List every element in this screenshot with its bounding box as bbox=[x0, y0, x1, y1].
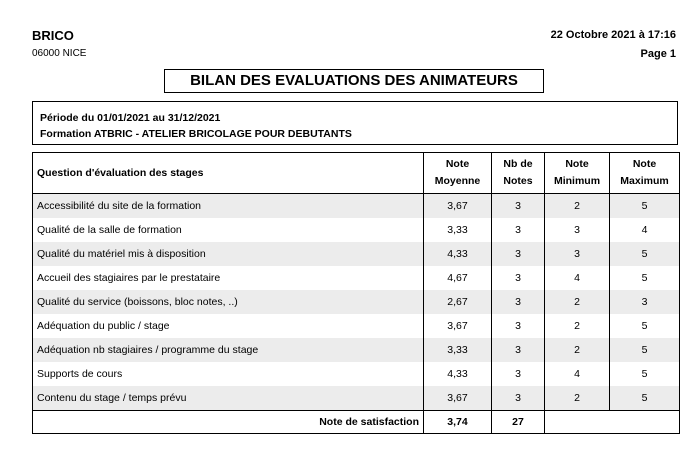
cell-moyenne: 3,33 bbox=[424, 338, 492, 362]
header-question: Question d'évaluation des stages bbox=[33, 153, 424, 194]
table-row bbox=[33, 242, 680, 266]
cell-moyenne: 4,33 bbox=[424, 242, 492, 266]
table-row bbox=[33, 338, 680, 362]
cell-moyenne: 4,67 bbox=[424, 266, 492, 290]
report-datetime: 22 Octobre 2021 à 17:16 bbox=[550, 29, 676, 41]
cell-moyenne: 3,67 bbox=[424, 194, 492, 219]
satisfaction-moyenne: 3,74 bbox=[424, 411, 492, 434]
table-row bbox=[33, 266, 680, 290]
cell-question: Qualité du matériel mis à disposition bbox=[33, 242, 424, 266]
cell-moyenne: 2,67 bbox=[424, 290, 492, 314]
cell-max: 5 bbox=[610, 266, 680, 290]
info-box bbox=[32, 101, 678, 145]
cell-max: 5 bbox=[610, 314, 680, 338]
cell-question: Qualité de la salle de formation bbox=[33, 218, 424, 242]
header-moyenne: Note Moyenne bbox=[424, 153, 492, 194]
cell-max: 4 bbox=[610, 218, 680, 242]
cell-min: 4 bbox=[545, 266, 610, 290]
cell-max: 5 bbox=[610, 194, 680, 219]
cell-question: Adéquation nb stagiaires / programme du stage bbox=[33, 338, 424, 362]
cell-max: 5 bbox=[610, 338, 680, 362]
cell-min: 2 bbox=[545, 290, 610, 314]
report-title: BILAN DES EVALUATIONS DES ANIMATEURS bbox=[164, 69, 544, 93]
table-row bbox=[33, 194, 680, 219]
cell-nb: 3 bbox=[492, 266, 545, 290]
evaluation-table bbox=[32, 152, 680, 434]
cell-question: Accessibilité du site de la formation bbox=[33, 194, 424, 219]
cell-min: 2 bbox=[545, 194, 610, 219]
table-row bbox=[33, 386, 680, 411]
cell-moyenne: 3,33 bbox=[424, 218, 492, 242]
table-row bbox=[33, 314, 680, 338]
cell-nb: 3 bbox=[492, 242, 545, 266]
cell-moyenne: 4,33 bbox=[424, 362, 492, 386]
cell-moyenne: 3,67 bbox=[424, 314, 492, 338]
table-row bbox=[33, 362, 680, 386]
cell-nb: 3 bbox=[492, 194, 545, 219]
formation-text: Formation ATBRIC - ATELIER BRICOLAGE POUR DEBUTANTS bbox=[40, 128, 352, 140]
cell-min: 4 bbox=[545, 362, 610, 386]
cell-nb: 3 bbox=[492, 314, 545, 338]
table-row bbox=[33, 218, 680, 242]
cell-question: Qualité du service (boissons, bloc notes, ..) bbox=[33, 290, 424, 314]
header-nb-notes: Nb de Notes bbox=[492, 153, 545, 194]
table-row bbox=[33, 290, 680, 314]
cell-min: 3 bbox=[545, 218, 610, 242]
cell-min: 2 bbox=[545, 338, 610, 362]
company-name: BRICO bbox=[32, 28, 74, 43]
cell-nb: 3 bbox=[492, 386, 545, 411]
satisfaction-row bbox=[33, 411, 680, 434]
cell-nb: 3 bbox=[492, 290, 545, 314]
page-number: Page 1 bbox=[640, 48, 676, 60]
cell-nb: 3 bbox=[492, 218, 545, 242]
cell-question: Contenu du stage / temps prévu bbox=[33, 386, 424, 411]
satisfaction-label: Note de satisfaction bbox=[33, 411, 424, 434]
company-city: 06000 NICE bbox=[32, 48, 87, 59]
header-maximum: Note Maximum bbox=[610, 153, 680, 194]
satisfaction-nb: 27 bbox=[492, 411, 545, 434]
cell-max: 5 bbox=[610, 386, 680, 411]
period-text: Période du 01/01/2021 au 31/12/2021 bbox=[40, 112, 221, 124]
cell-max: 3 bbox=[610, 290, 680, 314]
cell-moyenne: 3,67 bbox=[424, 386, 492, 411]
cell-nb: 3 bbox=[492, 362, 545, 386]
cell-nb: 3 bbox=[492, 338, 545, 362]
cell-max: 5 bbox=[610, 242, 680, 266]
cell-question: Supports de cours bbox=[33, 362, 424, 386]
cell-min: 2 bbox=[545, 386, 610, 411]
cell-min: 3 bbox=[545, 242, 610, 266]
cell-question: Adéquation du public / stage bbox=[33, 314, 424, 338]
cell-max: 5 bbox=[610, 362, 680, 386]
cell-question: Accueil des stagiaires par le prestataire bbox=[33, 266, 424, 290]
satisfaction-empty bbox=[545, 411, 680, 434]
table-header-row bbox=[33, 153, 680, 194]
cell-min: 2 bbox=[545, 314, 610, 338]
header-minimum: Note Minimum bbox=[545, 153, 610, 194]
